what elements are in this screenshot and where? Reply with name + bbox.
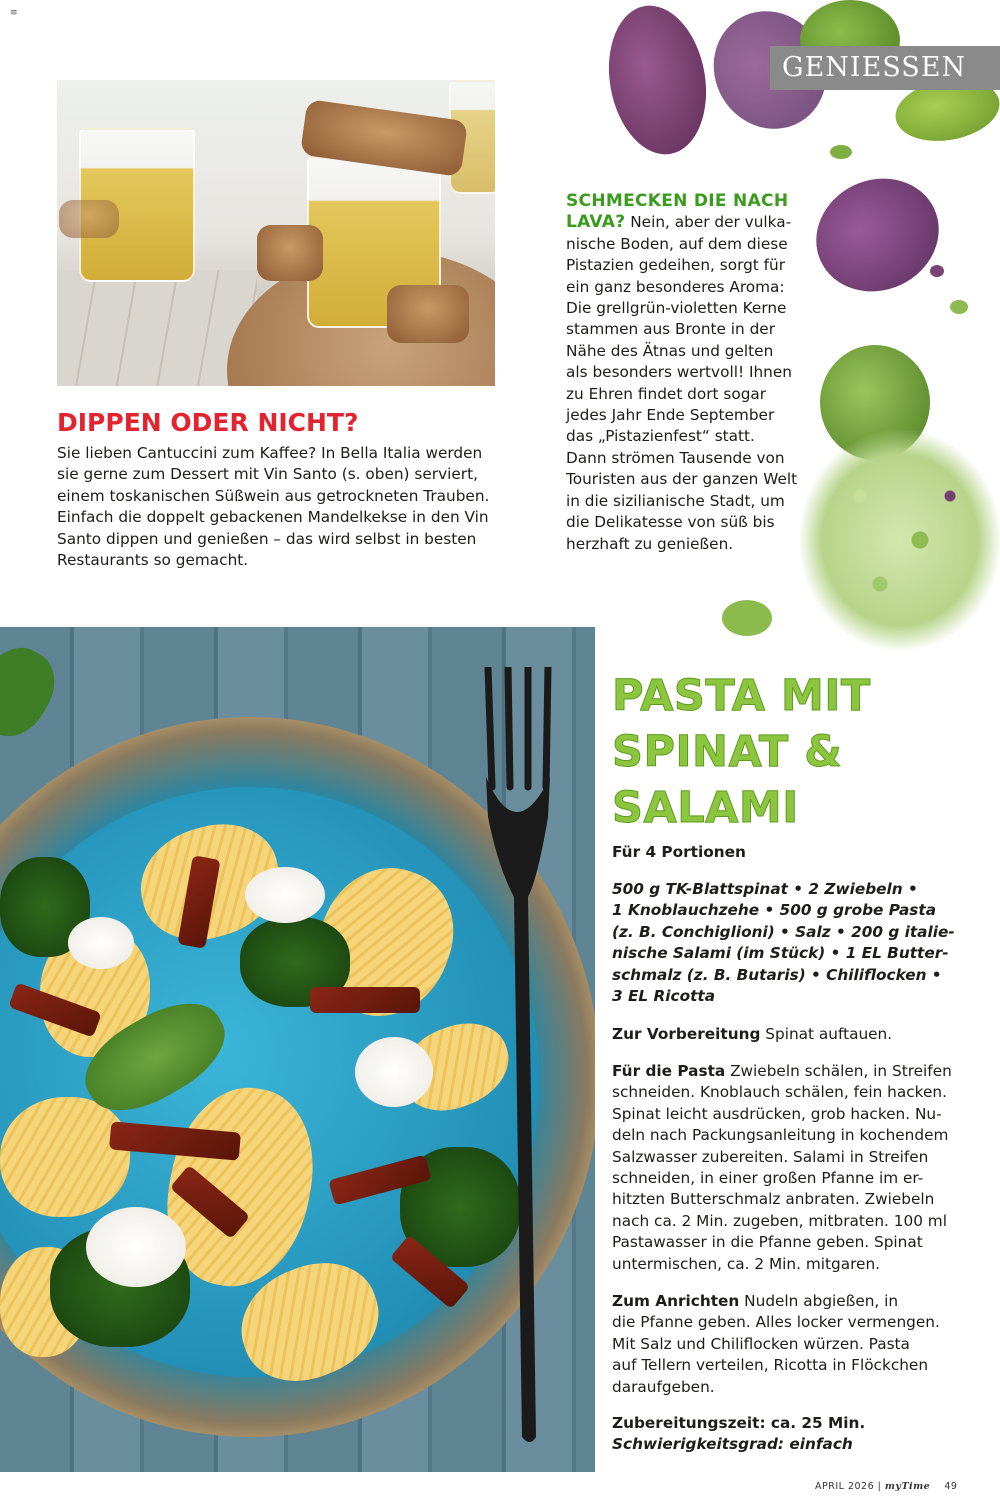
recipe-ingredients <box>612 879 992 1007</box>
recipe-title-line: SALAMI <box>612 783 799 833</box>
pasta-step-line: Spinat leicht ausdrücken, grob hacken. Nu- <box>612 1104 942 1123</box>
spinach-leaf <box>0 636 68 749</box>
lava-text <box>566 191 806 555</box>
pasta-step-line: Pastawasser in die Pfanne geben. Spinat <box>612 1233 923 1252</box>
lava-text-line: herzhaft zu genießen. <box>566 534 734 553</box>
recipe-time <box>612 1413 992 1456</box>
footer-brand: myTime <box>884 1481 931 1492</box>
pistachio-nut <box>598 0 718 162</box>
pasta-step-line: schneiden. Knoblauch schälen, fein hacken. <box>612 1083 947 1102</box>
ricotta-dollop <box>68 917 134 969</box>
dippen-headline: DIPPEN ODER NICHT? <box>57 408 359 437</box>
ingredient-line: 3 EL Ricotta <box>612 987 716 1006</box>
pasta-shell <box>0 1097 130 1217</box>
section-label: GENIESSEN <box>770 46 1000 90</box>
ricotta-dollop <box>86 1207 186 1287</box>
page-footer <box>815 1481 957 1492</box>
lava-text-line: die Delikatesse von süß bis <box>566 513 775 532</box>
lava-text-line: in die sizilianische Stadt, um <box>566 491 785 510</box>
dippen-text-line: Restaurants so gemacht. <box>57 551 249 570</box>
dippen-text-line: einem toskanischen Süßwein aus getrockneten Trauben. <box>57 486 490 505</box>
recipe-title-line: PASTA MIT <box>612 671 871 721</box>
lava-text-line: zu Ehren findet dort sogar <box>566 384 767 403</box>
lava-text-line: Pistazien gedeihen, sorgt für <box>566 256 786 275</box>
pasta-step-line: deln nach Packungsanleitung in kochendem <box>612 1126 949 1145</box>
pasta-step-line: Salzwasser zubereiten. Salami in Streifen <box>612 1147 929 1166</box>
lava-text-line: nische Boden, auf dem diese <box>566 234 788 253</box>
lava-text-line: ein ganz besonderes Aroma: <box>566 277 785 296</box>
lava-text-line: Touristen aus der ganzen Welt <box>566 470 798 489</box>
ingredient-line: 500 g TK-Blattspinat • 2 Zwiebeln • <box>612 880 918 898</box>
lava-text-line: jedes Jahr Ende September <box>566 406 775 425</box>
recipe-pasta-steps <box>612 1061 992 1275</box>
pasta-step-line: untermischen, ca. 2 Min. mitgaren. <box>612 1254 881 1273</box>
prep-time: Zubereitungszeit: ca. 25 Min. <box>612 1414 866 1432</box>
recipe-prep <box>612 1024 992 1045</box>
pasta-step-line: schneiden, in einer großen Pfanne im er- <box>612 1169 924 1188</box>
lava-text-line: Die grellgrün-violetten Kerne <box>566 299 787 318</box>
pistachio-piece <box>930 265 944 277</box>
recipe-portions <box>612 842 992 863</box>
dippen-text-line: Einfach die doppelt gebackenen Mandelkekse in den Vin <box>57 508 489 527</box>
prep-label: Zur Vorbereitung <box>612 1025 761 1043</box>
corner-mark: ≡ <box>10 8 18 18</box>
pasta-step-line: nach ca. 2 Min. zugeben, mitbraten. 100 ml <box>612 1211 947 1230</box>
serve-step-line: Mit Salz und Chiliflocken würzen. Pasta <box>612 1334 910 1353</box>
recipe-title-line: SPINAT & <box>612 727 843 777</box>
lava-first-line: Nein, aber der vulka- <box>625 213 792 232</box>
pasta-step-line: hitzten Butterschmalz anbraten. Zwiebeln <box>612 1190 935 1209</box>
serve-first-line: Nudeln abgießen, in <box>739 1292 899 1310</box>
pistachio-crumbs <box>800 430 1000 650</box>
ricotta-dollop <box>355 1037 433 1107</box>
dippen-text <box>57 443 497 571</box>
serve-label: Zum Anrichten <box>612 1292 740 1310</box>
ingredient-line: nische Salami (im Stück) • 1 EL Butter- <box>612 944 949 963</box>
pistachio-piece <box>950 300 968 314</box>
pasta-first-line: Zwiebeln schälen, in Streifen <box>725 1062 952 1080</box>
dippen-text-line: Santo dippen und genießen – das wird selbst in besten <box>57 529 477 548</box>
lava-text-line: als besonders wertvoll! Ihnen <box>566 363 792 382</box>
fork <box>478 667 568 1447</box>
biscuit-left <box>257 225 323 281</box>
lava-headline: SCHMECKEN DIE NACH <box>566 191 789 211</box>
lava-text-line: Nähe des Ätnas und gelten <box>566 341 774 360</box>
salami-strip <box>310 987 420 1013</box>
page-number: 49 <box>944 1481 958 1492</box>
portions: Für 4 Portionen <box>612 843 746 861</box>
pasta-photo <box>0 627 595 1472</box>
ricotta-dollop <box>245 867 325 923</box>
recipe-title <box>612 668 972 836</box>
pistachio-piece <box>722 600 772 636</box>
lava-text-line: Dann strömen Tausende von <box>566 448 785 467</box>
lava-text-line: das „Pistazienfest“ statt. <box>566 427 755 446</box>
dippen-text-line: Sie lieben Cantuccini zum Kaffee? In Bella Italia werden <box>57 444 483 462</box>
biscuit-back <box>59 200 119 238</box>
ingredient-line: schmalz (z. B. Butaris) • Chiliflocken • <box>612 965 942 984</box>
pasta-label: Für die Pasta <box>612 1062 726 1080</box>
serve-step-line: daraufgeben. <box>612 1377 715 1396</box>
lava-headline-2: LAVA? <box>566 212 626 233</box>
biscuit-right <box>387 285 469 343</box>
dippen-text-line: sie gerne zum Dessert mit Vin Santo (s. oben) serviert, <box>57 465 478 484</box>
cantuccini-photo <box>57 80 495 386</box>
serve-step-line: auf Tellern verteilen, Ricotta in Flöckchen <box>612 1356 929 1375</box>
pistachio-piece <box>830 145 852 159</box>
recipe-serve-steps <box>612 1291 992 1398</box>
difficulty: Schwierigkeitsgrad: einfach <box>612 1435 853 1454</box>
lava-text-line: stammen aus Bronte in der <box>566 320 776 339</box>
serve-step-line: die Pfanne geben. Alles locker vermengen. <box>612 1313 940 1332</box>
prep-text: Spinat auftauen. <box>760 1025 893 1043</box>
footer-date: APRIL 2026 | <box>815 1481 882 1492</box>
ingredient-line: 1 Knoblauchzehe • 500 g grobe Pasta <box>612 901 937 920</box>
pistachio-nut <box>798 159 958 312</box>
ingredient-line: (z. B. Conchiglioni) • Salz • 200 g italie- <box>612 922 955 941</box>
